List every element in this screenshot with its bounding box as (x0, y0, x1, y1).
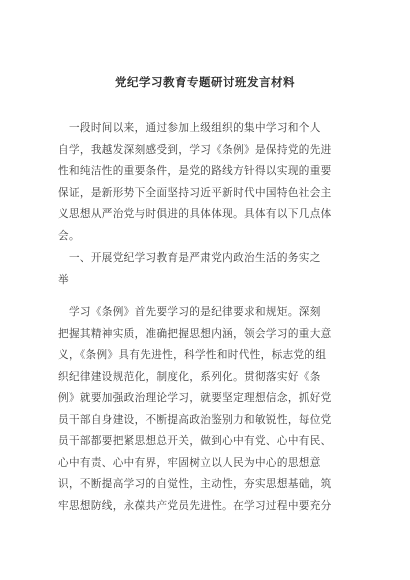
paragraph-intro (58, 118, 358, 247)
document-title: 党纪学习教育专题研讨班发言材料 (115, 75, 295, 89)
paragraph-line: 学习《条例》首先要学习的是纪律要求和规矩。深刻 (58, 306, 321, 318)
paragraph-line: 牢思想防线，永葆共产党员先进性。在学习过程中要充分 (58, 499, 332, 512)
paragraph-line: 一段时间以来，通过参加上级组织的集中学习和个人 (58, 122, 321, 134)
paragraph-line: 员干部自身建设，不断提高政治鉴别力和敏锐性，每位党 (58, 413, 332, 426)
paragraph-line: 保证，是新形势下全面坚持习近平新时代中国特色社会主 (58, 186, 332, 199)
paragraph-line: 员干部都要把紧思想总开关，做到心中有党、心中有民、 (58, 435, 332, 447)
paragraph-line: 义，《条例》具有先进性，科学性和时代性，标志党的组 (58, 349, 327, 361)
section-heading-1 (58, 248, 358, 291)
paragraph-line: 义思想从严治党与时俱进的具体体现。具体有以下几点体 (58, 208, 332, 220)
paragraph-line: 会。 (58, 229, 80, 242)
heading-line: 一、开展党纪学习教育是严肃党内政治生活的务实之 (58, 252, 321, 264)
paragraph-line: 心中有责、心中有界，牢固树立以人民为中心的思想意 (58, 456, 321, 469)
paragraph-section-1 (58, 302, 358, 517)
heading-line: 举 (58, 273, 69, 286)
paragraph-line: 自学，我越发深刻感受到，学习《条例》是保持党的先进 (58, 143, 332, 156)
paragraph-line: 例》就要加强政治理论学习，就要坚定理想信念，抓好党 (58, 392, 332, 404)
paragraph-line: 识，不断提高学习的自觉性，主动性，夯实思想基础，筑 (58, 478, 332, 490)
paragraph-line: 织纪律建设规范化，制度化，系列化。贯彻落实好《条 (58, 370, 321, 383)
paragraph-line: 把握其精神实质，准确把握思想内涵，领会学习的重大意 (58, 327, 332, 340)
paragraph-line: 性和纯洁性的重要条件，是党的路线方针得以实现的重要 (58, 165, 332, 177)
